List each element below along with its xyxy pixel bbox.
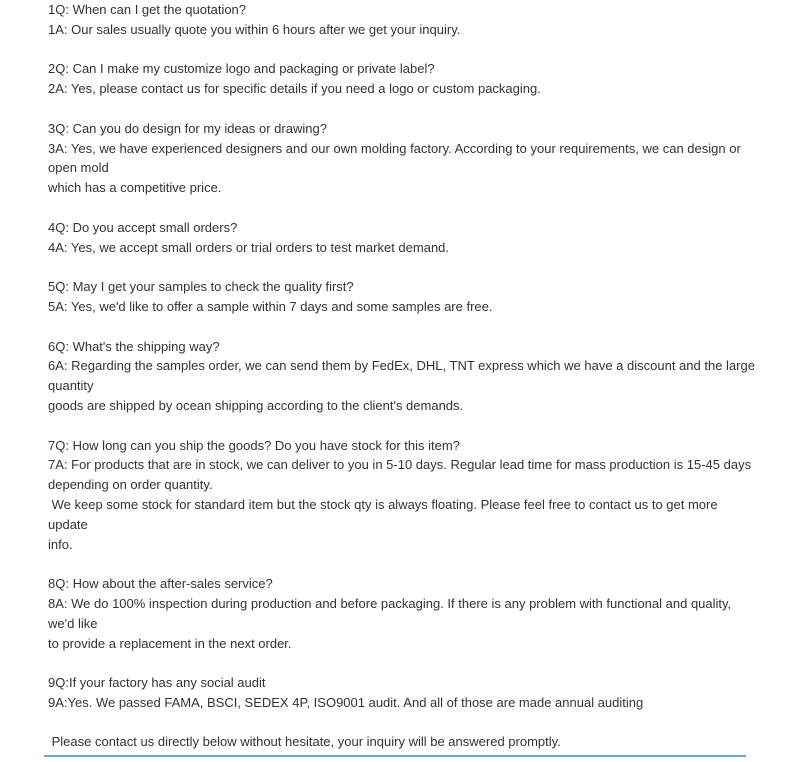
faq-text-line: We keep some stock for standard item but the stock qty is always floating. Please feel free to contact us to get more	[48, 496, 718, 512]
faq-text-line: info.	[48, 536, 73, 552]
spacer	[48, 653, 748, 673]
faq-question-8: 8Q: How about the after-sales service?	[48, 576, 273, 592]
faq-text-line: quantity	[48, 378, 94, 394]
faq-question-3: 3Q: Can you do design for my ideas or drawing?	[48, 120, 327, 136]
faq-answer-9: 9A:Yes. We passed FAMA, BSCI, SEDEX 4P, ISO9001 audit. And all of those are made annual auditing	[48, 694, 644, 710]
faq-answer-3: 3A: Yes, we have experienced designers and our own molding factory. According to your requirements, we can design or	[48, 140, 741, 156]
faq-question-2: 2Q: Can I make my customize logo and packaging or private label?	[48, 61, 435, 77]
spacer	[48, 317, 748, 337]
faq-answer-4: 4A: Yes, we accept small orders or trial orders to test market demand.	[48, 239, 450, 255]
faq-question-6: 6Q: What's the shipping way?	[48, 338, 220, 354]
faq-answer-2: 2A: Yes, please contact us for specific details if you need a logo or custom packaging.	[48, 81, 541, 97]
spacer	[48, 416, 748, 436]
spacer	[48, 99, 748, 119]
faq-question-1: 1Q: When can I get the quotation?	[48, 2, 247, 17]
faq-text-line: depending on order quantity.	[48, 477, 213, 493]
spacer	[48, 713, 748, 733]
faq-text-block	[48, 0, 755, 752]
faq-text-line: which has a competitive price.	[48, 180, 222, 196]
faq-answer-6: 6A: Regarding the samples order, we can send them by FedEx, DHL, TNT express which we have a discount and the large	[48, 358, 755, 374]
spacer	[48, 40, 748, 60]
faq-text-line: we'd like	[48, 615, 98, 631]
spacer	[48, 257, 748, 277]
spacer	[48, 198, 748, 218]
faq-answer-8: 8A: We do 100% inspection during production and before packaging. If there is any problem with functional and quality,	[48, 595, 732, 611]
faq-question-5: 5Q: May I get your samples to check the quality first?	[48, 279, 354, 295]
faq-text-line: to provide a replacement in the next order.	[48, 635, 292, 651]
faq-text-line: goods are shipped by ocean shipping according to the client's demands.	[48, 397, 464, 413]
faq-answer-7: 7A: For products that are in stock, we can deliver to you in 5-10 days. Regular lead time for mass production is 15-45 days	[48, 457, 752, 473]
faq-question-9: 9Q:If your factory has any social audit	[48, 675, 266, 691]
faq-answer-5: 5A: Yes, we'd like to offer a sample within 7 days and some samples are free.	[48, 298, 493, 314]
faq-question-7: 7Q: How long can you ship the goods? Do you have stock for this item?	[48, 437, 460, 453]
bottom-divider	[44, 755, 746, 757]
faq-text-line: update	[48, 516, 88, 532]
faq-text-line: Please contact us directly below without hesitate, your inquiry will be answered promptly.	[48, 734, 561, 750]
faq-question-4: 4Q: Do you accept small orders?	[48, 219, 238, 235]
faq-answer-1: 1A: Our sales usually quote you within 6 hours after we get your inquiry.	[48, 21, 461, 37]
spacer	[48, 554, 748, 574]
faq-text-line: open mold	[48, 160, 109, 176]
